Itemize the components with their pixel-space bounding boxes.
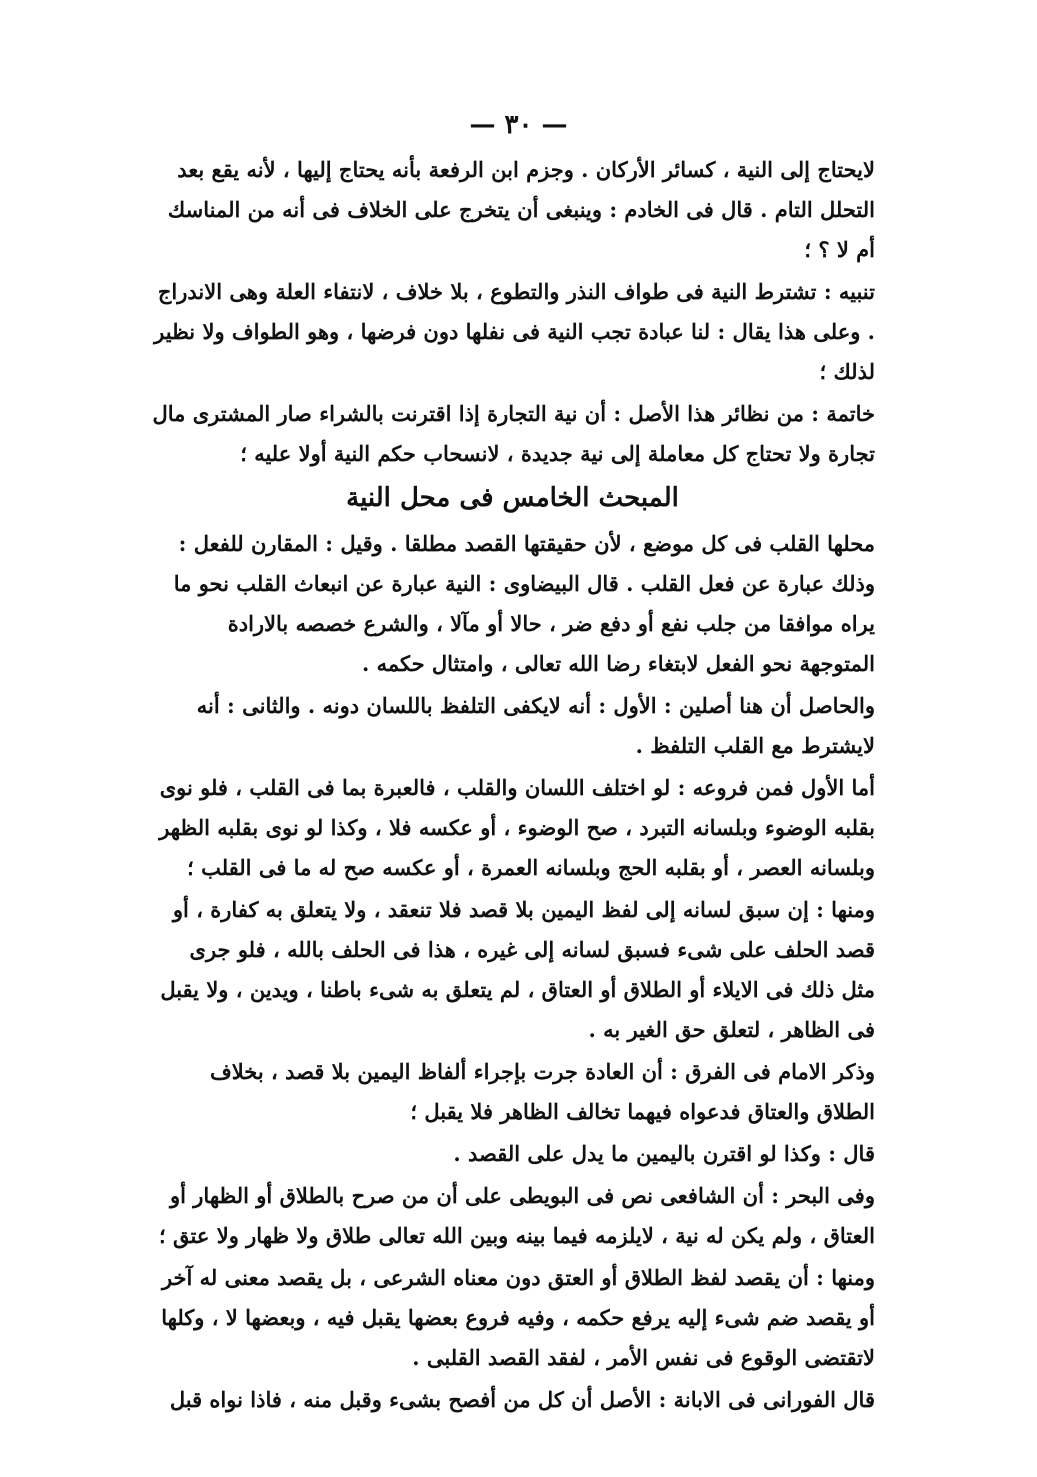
- paragraph-minha-yamin: ومنها : إن سبق لسانه إلى لفظ اليمين بلا قصد فلا تنعقد ، ولا يتعلق به كفارة ، أو قصد الحلف على شىء فسبق لسانه إلى غيره ، هذا فى الحلف بالله ، فلو جرى مثل ذلك فى الايلاء أو الطلاق أو العتاق ، لم يتعلق به شىء باطنا ، ويدين ، ولا يقبل فى الظاهر ، لتعلق حق الغير به .: [160, 897, 875, 1042]
- page-number: — ٣٠ —: [469, 110, 568, 140]
- paragraph-hasil: والحاصل أن هنا أصلين : الأول : أنه لايكفى التلفظ باللسان دونه . والثانى : أنه لايشترط مع القلب التلفظ .: [196, 693, 875, 758]
- paragraph-khatima: خاتمة : من نظائر هذا الأصل : أن نية التجارة إذا اقترنت بالشراء صار المشترى مال تجارة ولا تحتاج كل معاملة إلى نية جديدة ، لانسحاب حكم النية أولا عليه ؛: [152, 401, 875, 466]
- paragraph-qala: قال : وكذا لو اقترن باليمين ما يدل على القصد .: [453, 1141, 875, 1166]
- page-body: [150, 150, 875, 1422]
- paragraph-imam-farq: وذكر الامام فى الفرق : أن العادة جرت بإجراء ألفاظ اليمين بلا قصد ، بخلاف الطلاق والعتاق فدعواه فيهما تخالف الظاهر فلا يقبل ؛: [210, 1059, 875, 1124]
- paragraph-bahr: وفى البحر : أن الشافعى نص فى البويطى على أن من صرح بالطلاق أو الظهار أو العتاق ، ولم يكن له نية ، لايلزمه فيما بينه وبين الله تعالى طلاق ولا ظهار ولا عتق ؛: [159, 1183, 875, 1248]
- section-heading: المبحث الخامس فى محل النية: [346, 483, 679, 513]
- paragraph-furani: قال الفورانى فى الابانة : الأصل أن كل من أفصح بشىء وقبل منه ، فاذا نواه قبل: [169, 1387, 875, 1412]
- paragraph-tanbih: تنبيه : تشترط النية فى طواف النذر والتطوع ، بلا خلاف ، لانتفاء العلة وهى الاندراج . وعلى هذا يقال : لنا عبادة تجب النية فى نفلها دون فرضها ، وهو الطواف ولا نظير لذلك ؛: [154, 279, 875, 384]
- paragraph-awwal: أما الأول فمن فروعه : لو اختلف اللسان والقلب ، فالعبرة بما فى القلب ، فلو نوى بقلبه الوضوء وبلسانه التبرد ، صح الوضوء ، أو عكسه فلا ، وكذا لو نوى بقلبه الظهر وبلسانه العصر ، أو بقلبه الحج وبلسانه العمرة ، أو عكسه صح له ما فى القلب ؛: [159, 775, 875, 880]
- paragraph-minha-talaq: ومنها : أن يقصد لفظ الطلاق أو العتق دون معناه الشرعى ، بل يقصد معنى له آخر أو يقصد ضم شىء إليه يرفع حكمه ، وفيه فروع بعضها يقبل فيه ، وبعضها لا ، وكلها لاتقتضى الوقوع فى نفس الأمر ، لفقد القصد القلبى .: [161, 1265, 875, 1370]
- paragraph-continuation: لايحتاج إلى النية ، كسائر الأركان . وجزم ابن الرفعة بأنه يحتاج إليها ، لأنه يقع بعد التحلل التام . قال فى الخادم : وينبغى أن يتخرج على الخلاف فى أنه من المناسك أم لا ؟ ؛: [167, 157, 875, 262]
- paragraph-mahalluha: محلها القلب فى كل موضع ، لأن حقيقتها القصد مطلقا . وقيل : المقارن للفعل : وذلك عبارة عن فعل القلب . قال البيضاوى : النية عبارة عن انبعاث القلب نحو ما يراه موافقا من جلب نفع أو دفع ضر ، حالا أو مآلا ، والشرع خصصه بالارادة المتوجهة نحو الفعل لابتغاء رضا الله تعالى ، وامتثال حكمه .: [173, 531, 875, 676]
